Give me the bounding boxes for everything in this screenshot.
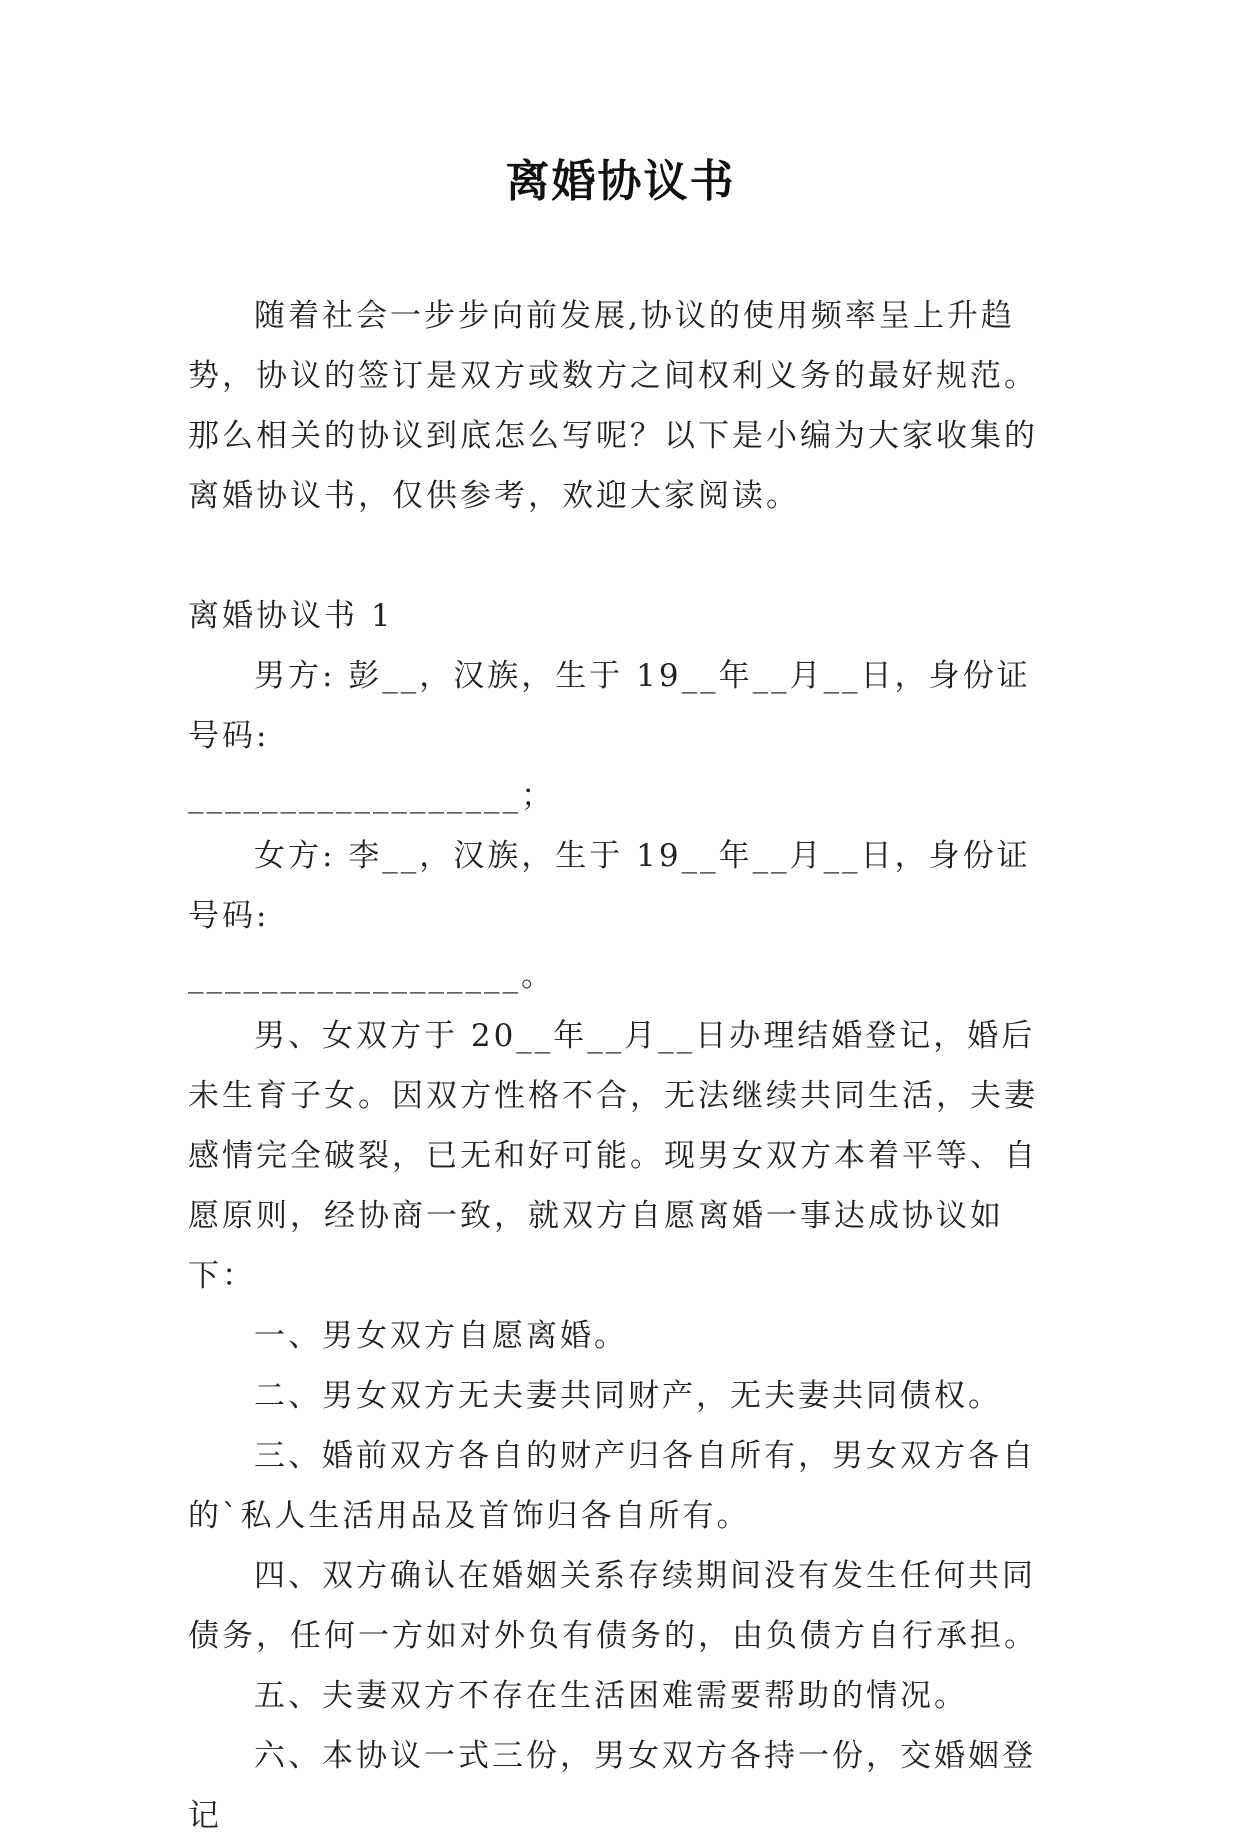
clause-6: 六、本协议一式三份，男女双方各持一份，交婚姻登记 [188, 1738, 1036, 1834]
clause-1: 一、男女双方自愿离婚。 [254, 1318, 628, 1354]
intro-paragraph: 随着社会一步步向前发展,协议的使用频率呈上升趋势，协议的签订是双方或数方之间权利义务的最好规范。那么相关的协议到底怎么写呢？以下是小编为大家收集的离婚协议书，仅供参考，欢迎大家阅读。 [188, 298, 1038, 514]
man-info: 男方: 彭__，汉族，生于 19__年__月__日，身份证号码: [188, 658, 1031, 754]
document-title: 离婚协议书 [505, 156, 736, 207]
man-id-blank: __________________； [188, 778, 555, 814]
clause-3: 三、婚前双方各自的财产归各自所有，男女双方各自的`私人生活用品及首饰归各自所有。 [188, 1438, 1036, 1534]
section-heading: 离婚协议书 1 [188, 598, 394, 634]
spacer [188, 526, 1058, 586]
clause-4: 四、双方确认在婚姻关系存续期间没有发生任何共同债务，任何一方如对外负有债务的，由负债方自行承担。 [188, 1558, 1038, 1654]
clause-5: 五、夫妻双方不存在生活困难需要帮助的情况。 [254, 1678, 968, 1714]
background-paragraph: 男、女双方于 20__年__月__日办理结婚登记，婚后未生育子女。因双方性格不合，无法继续共同生活，夫妻感情完全破裂，已无和好可能。现男女双方本着平等、自愿原则，经协商一致，就双方自愿离婚一事达成协议如下： [188, 1018, 1038, 1294]
woman-id-blank: __________________。 [188, 958, 555, 994]
clause-2: 二、男女双方无夫妻共同财产，无夫妻共同债权。 [254, 1378, 1002, 1414]
document-body [188, 286, 1058, 1846]
woman-info: 女方: 李__，汉族，生于 19__年__月__日，身份证号码: [188, 838, 1031, 934]
